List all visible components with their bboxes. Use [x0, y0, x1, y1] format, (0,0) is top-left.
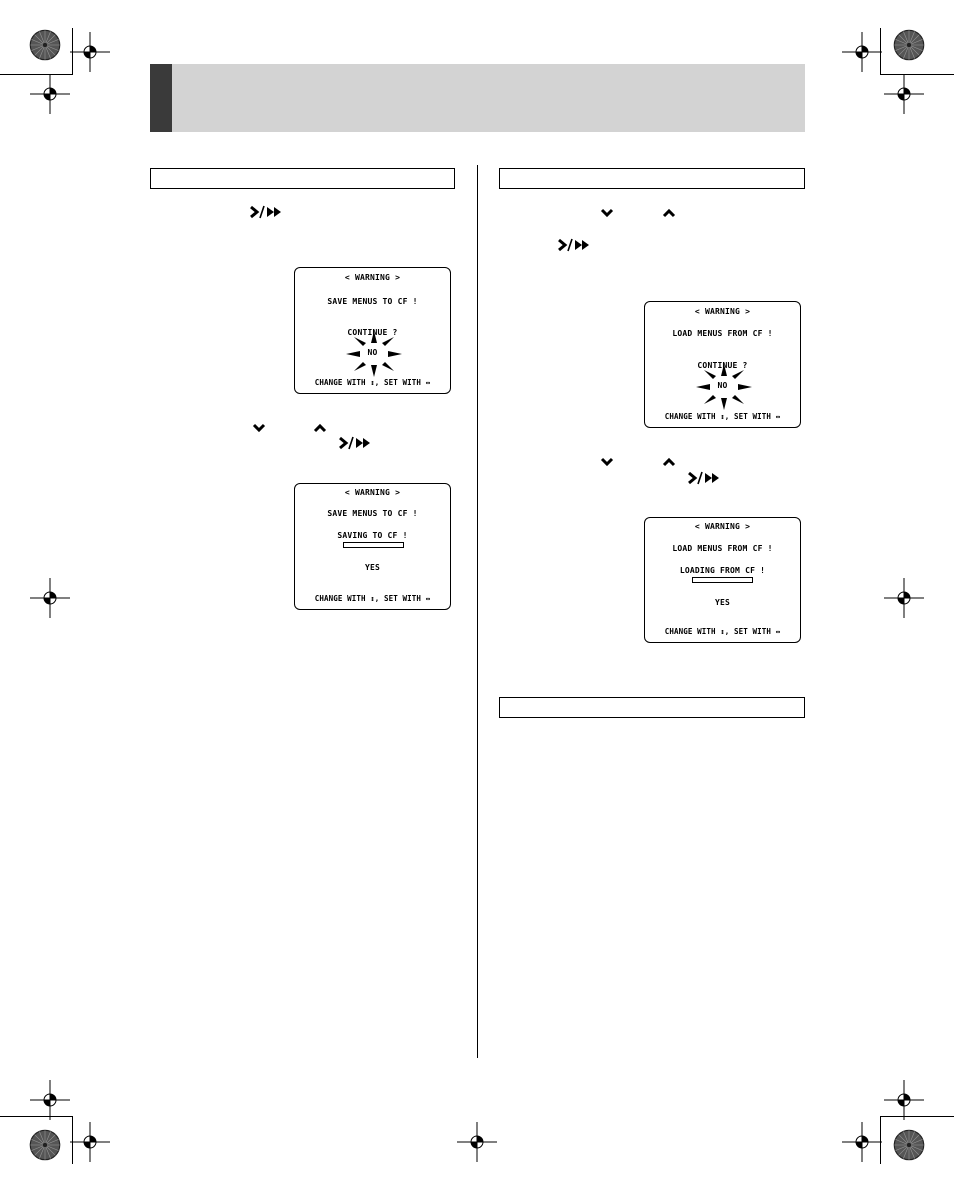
- section-heading-box-lower-right: [499, 697, 805, 718]
- registration-mark-icon: [884, 578, 924, 623]
- registration-mark-icon: [884, 74, 924, 119]
- screen-title: < WARNING >: [694, 522, 751, 531]
- screen-message: SAVE MENUS TO CF !: [327, 509, 418, 518]
- screen-selection: NO: [717, 381, 728, 390]
- crop-line: [880, 1116, 881, 1164]
- crop-line: [0, 1116, 72, 1117]
- screen-message: LOAD MENUS FROM CF !: [672, 544, 773, 553]
- screen-message: SAVE MENUS TO CF !: [327, 297, 418, 306]
- progress-bar: [343, 542, 404, 548]
- chevron-up-icon: [662, 205, 676, 223]
- chevron-down-icon: [252, 420, 266, 438]
- color-target-icon: [28, 28, 62, 62]
- chevron-up-icon: [313, 420, 327, 438]
- section-heading-box-right: [499, 168, 805, 189]
- screen-footer: CHANGE WITH ↕, SET WITH ↔: [314, 378, 431, 387]
- screen-footer: CHANGE WITH ↕, SET WITH ↔: [664, 412, 781, 421]
- screen-title: < WARNING >: [344, 273, 401, 282]
- crop-line: [72, 1116, 73, 1164]
- screen-question: CONTINUE ?: [347, 328, 398, 337]
- forward-button-icon: [687, 471, 721, 490]
- crop-line: [880, 74, 954, 75]
- screen-status: LOADING FROM CF !: [679, 566, 766, 575]
- registration-mark-icon: [30, 74, 70, 119]
- registration-mark-icon: [30, 1080, 70, 1125]
- registration-mark-icon: [842, 1122, 882, 1167]
- page-header-tab: [150, 64, 172, 132]
- screen-message: LOAD MENUS FROM CF !: [672, 329, 773, 338]
- forward-button-icon: [249, 205, 283, 224]
- color-target-icon: [28, 1128, 62, 1162]
- screen-title: < WARNING >: [344, 488, 401, 497]
- page-header-band: [150, 64, 805, 132]
- screen-title: < WARNING >: [694, 307, 751, 316]
- monitor-screen-load-confirm: [644, 301, 801, 428]
- chevron-down-icon: [600, 205, 614, 223]
- crop-line: [880, 28, 881, 75]
- section-heading-box-left: [150, 168, 455, 189]
- monitor-screen-loading: [644, 517, 801, 643]
- screen-selection: NO: [367, 348, 378, 357]
- crop-line: [880, 1116, 954, 1117]
- screen-footer: CHANGE WITH ↕, SET WITH ↔: [664, 627, 781, 636]
- forward-button-icon: [338, 436, 372, 455]
- screen-status: SAVING TO CF !: [337, 531, 408, 540]
- progress-bar: [692, 577, 753, 583]
- chevron-down-icon: [600, 454, 614, 472]
- screen-footer: CHANGE WITH ↕, SET WITH ↔: [314, 594, 431, 603]
- monitor-screen-saving: [294, 483, 451, 610]
- color-target-icon: [892, 28, 926, 62]
- column-divider: [477, 165, 478, 1058]
- registration-mark-icon: [884, 1080, 924, 1125]
- registration-mark-icon: [30, 578, 70, 623]
- monitor-screen-save-confirm: [294, 267, 451, 394]
- registration-mark-icon: [842, 32, 882, 77]
- registration-mark-icon: [457, 1122, 497, 1167]
- crop-line: [0, 74, 72, 75]
- color-target-icon: [892, 1128, 926, 1162]
- screen-question: CONTINUE ?: [697, 361, 748, 370]
- screen-selection: YES: [714, 598, 731, 607]
- registration-mark-icon: [70, 1122, 110, 1167]
- screen-selection: YES: [364, 563, 381, 572]
- forward-button-icon: [557, 238, 591, 257]
- crop-line: [72, 28, 73, 75]
- chevron-up-icon: [662, 454, 676, 472]
- registration-mark-icon: [70, 32, 110, 77]
